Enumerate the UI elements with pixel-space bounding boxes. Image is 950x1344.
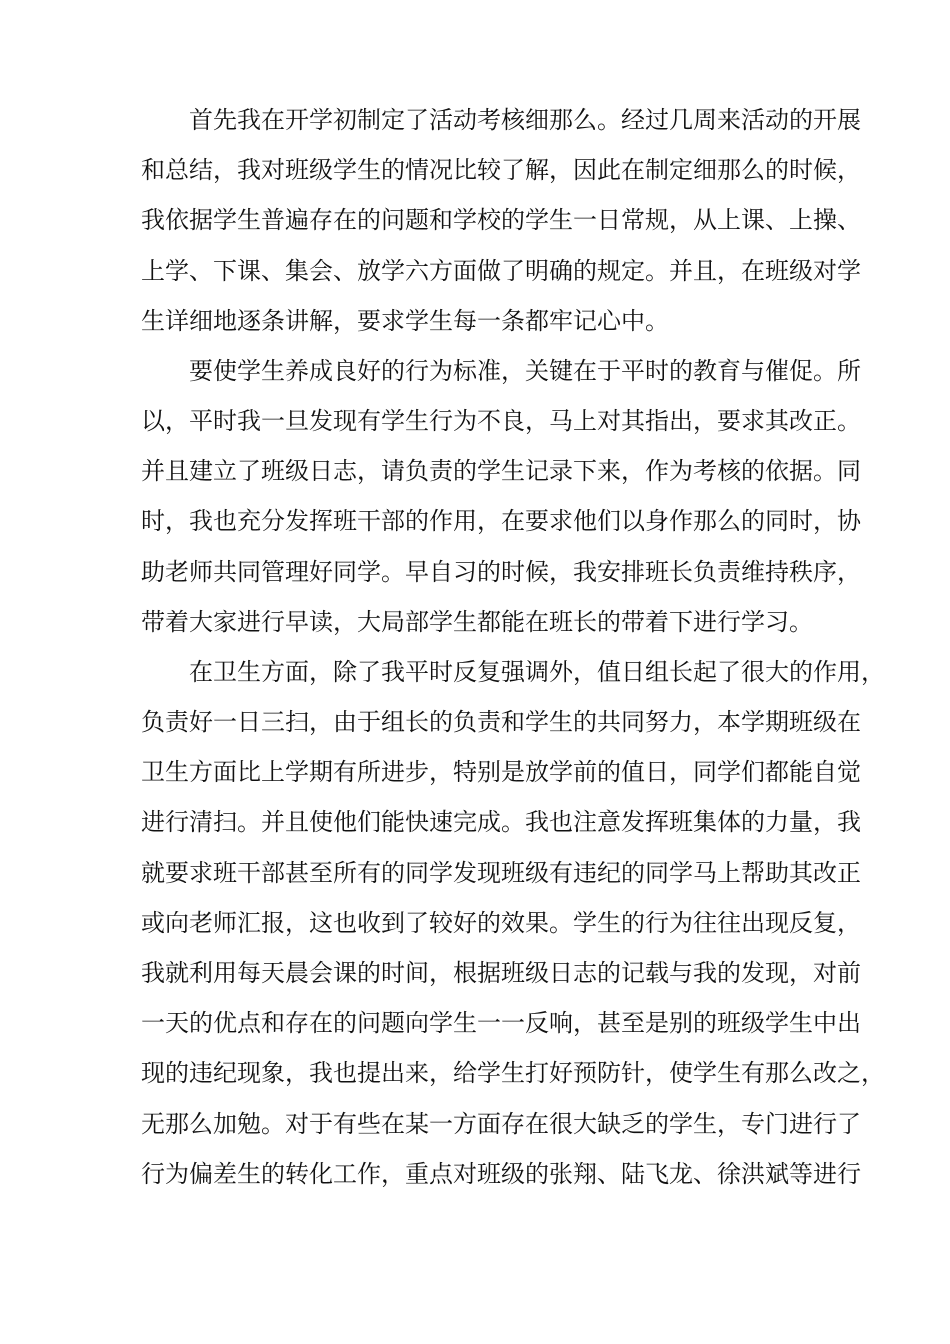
text-line: 行为偏差生的转化工作，重点对班级的张翔、陆飞龙、徐洪斌等进行 — [141, 1160, 861, 1188]
text-line: 要使学生养成良好的行为标准，关键在于平时的教育与催促。所 — [189, 357, 861, 385]
text-line: 时，我也充分发挥班干部的作用，在要求他们以身作那么的同时，协 — [141, 507, 861, 535]
text-line: 以，平时我一旦发现有学生行为不良，马上对其指出，要求其改正。 — [141, 407, 861, 435]
text-line: 首先我在开学初制定了活动考核细那么。经过几周来活动的开展 — [189, 106, 861, 134]
text-line: 进行清扫。并且使他们能快速完成。我也注意发挥班集体的力量，我 — [141, 808, 861, 836]
text-line: 或向老师汇报，这也收到了较好的效果。学生的行为往往出现反复， — [141, 909, 861, 937]
text-line: 我就利用每天晨会课的时间，根据班级日志的记载与我的发现，对前 — [141, 959, 861, 987]
text-line: 并且建立了班级日志，请负责的学生记录下来，作为考核的依据。同 — [141, 457, 861, 485]
text-line: 带着大家进行早读，大局部学生都能在班长的带着下进行学习。 — [141, 608, 813, 636]
text-line: 助老师共同管理好同学。早自习的时候，我安排班长负责维持秩序， — [141, 558, 861, 586]
text-line: 和总结，我对班级学生的情况比较了解，因此在制定细那么的时候， — [141, 156, 861, 184]
text-line: 卫生方面比上学期有所进步，特别是放学前的值日，同学们都能自觉 — [141, 758, 861, 786]
text-line: 我依据学生普遍存在的问题和学校的学生一日常规，从上课、上操、 — [141, 206, 861, 234]
text-line: 一天的优点和存在的问题向学生一一反响，甚至是别的班级学生中出 — [141, 1009, 861, 1037]
text-line: 现的违纪现象，我也提出来，给学生打好预防针，使学生有那么改之， — [141, 1059, 885, 1087]
text-line: 负责好一日三扫，由于组长的负责和学生的共同努力，本学期班级在 — [141, 708, 861, 736]
text-line: 生详细地逐条讲解，要求学生每一条都牢记心中。 — [141, 307, 669, 335]
text-line: 就要求班干部甚至所有的同学发现班级有违纪的同学马上帮助其改正 — [141, 859, 861, 887]
text-line: 在卫生方面，除了我平时反复强调外，值日组长起了很大的作用， — [189, 658, 885, 686]
text-line: 上学、下课、集会、放学六方面做了明确的规定。并且，在班级对学 — [141, 257, 861, 285]
text-line: 无那么加勉。对于有些在某一方面存在很大缺乏的学生，专门进行了 — [141, 1110, 861, 1138]
